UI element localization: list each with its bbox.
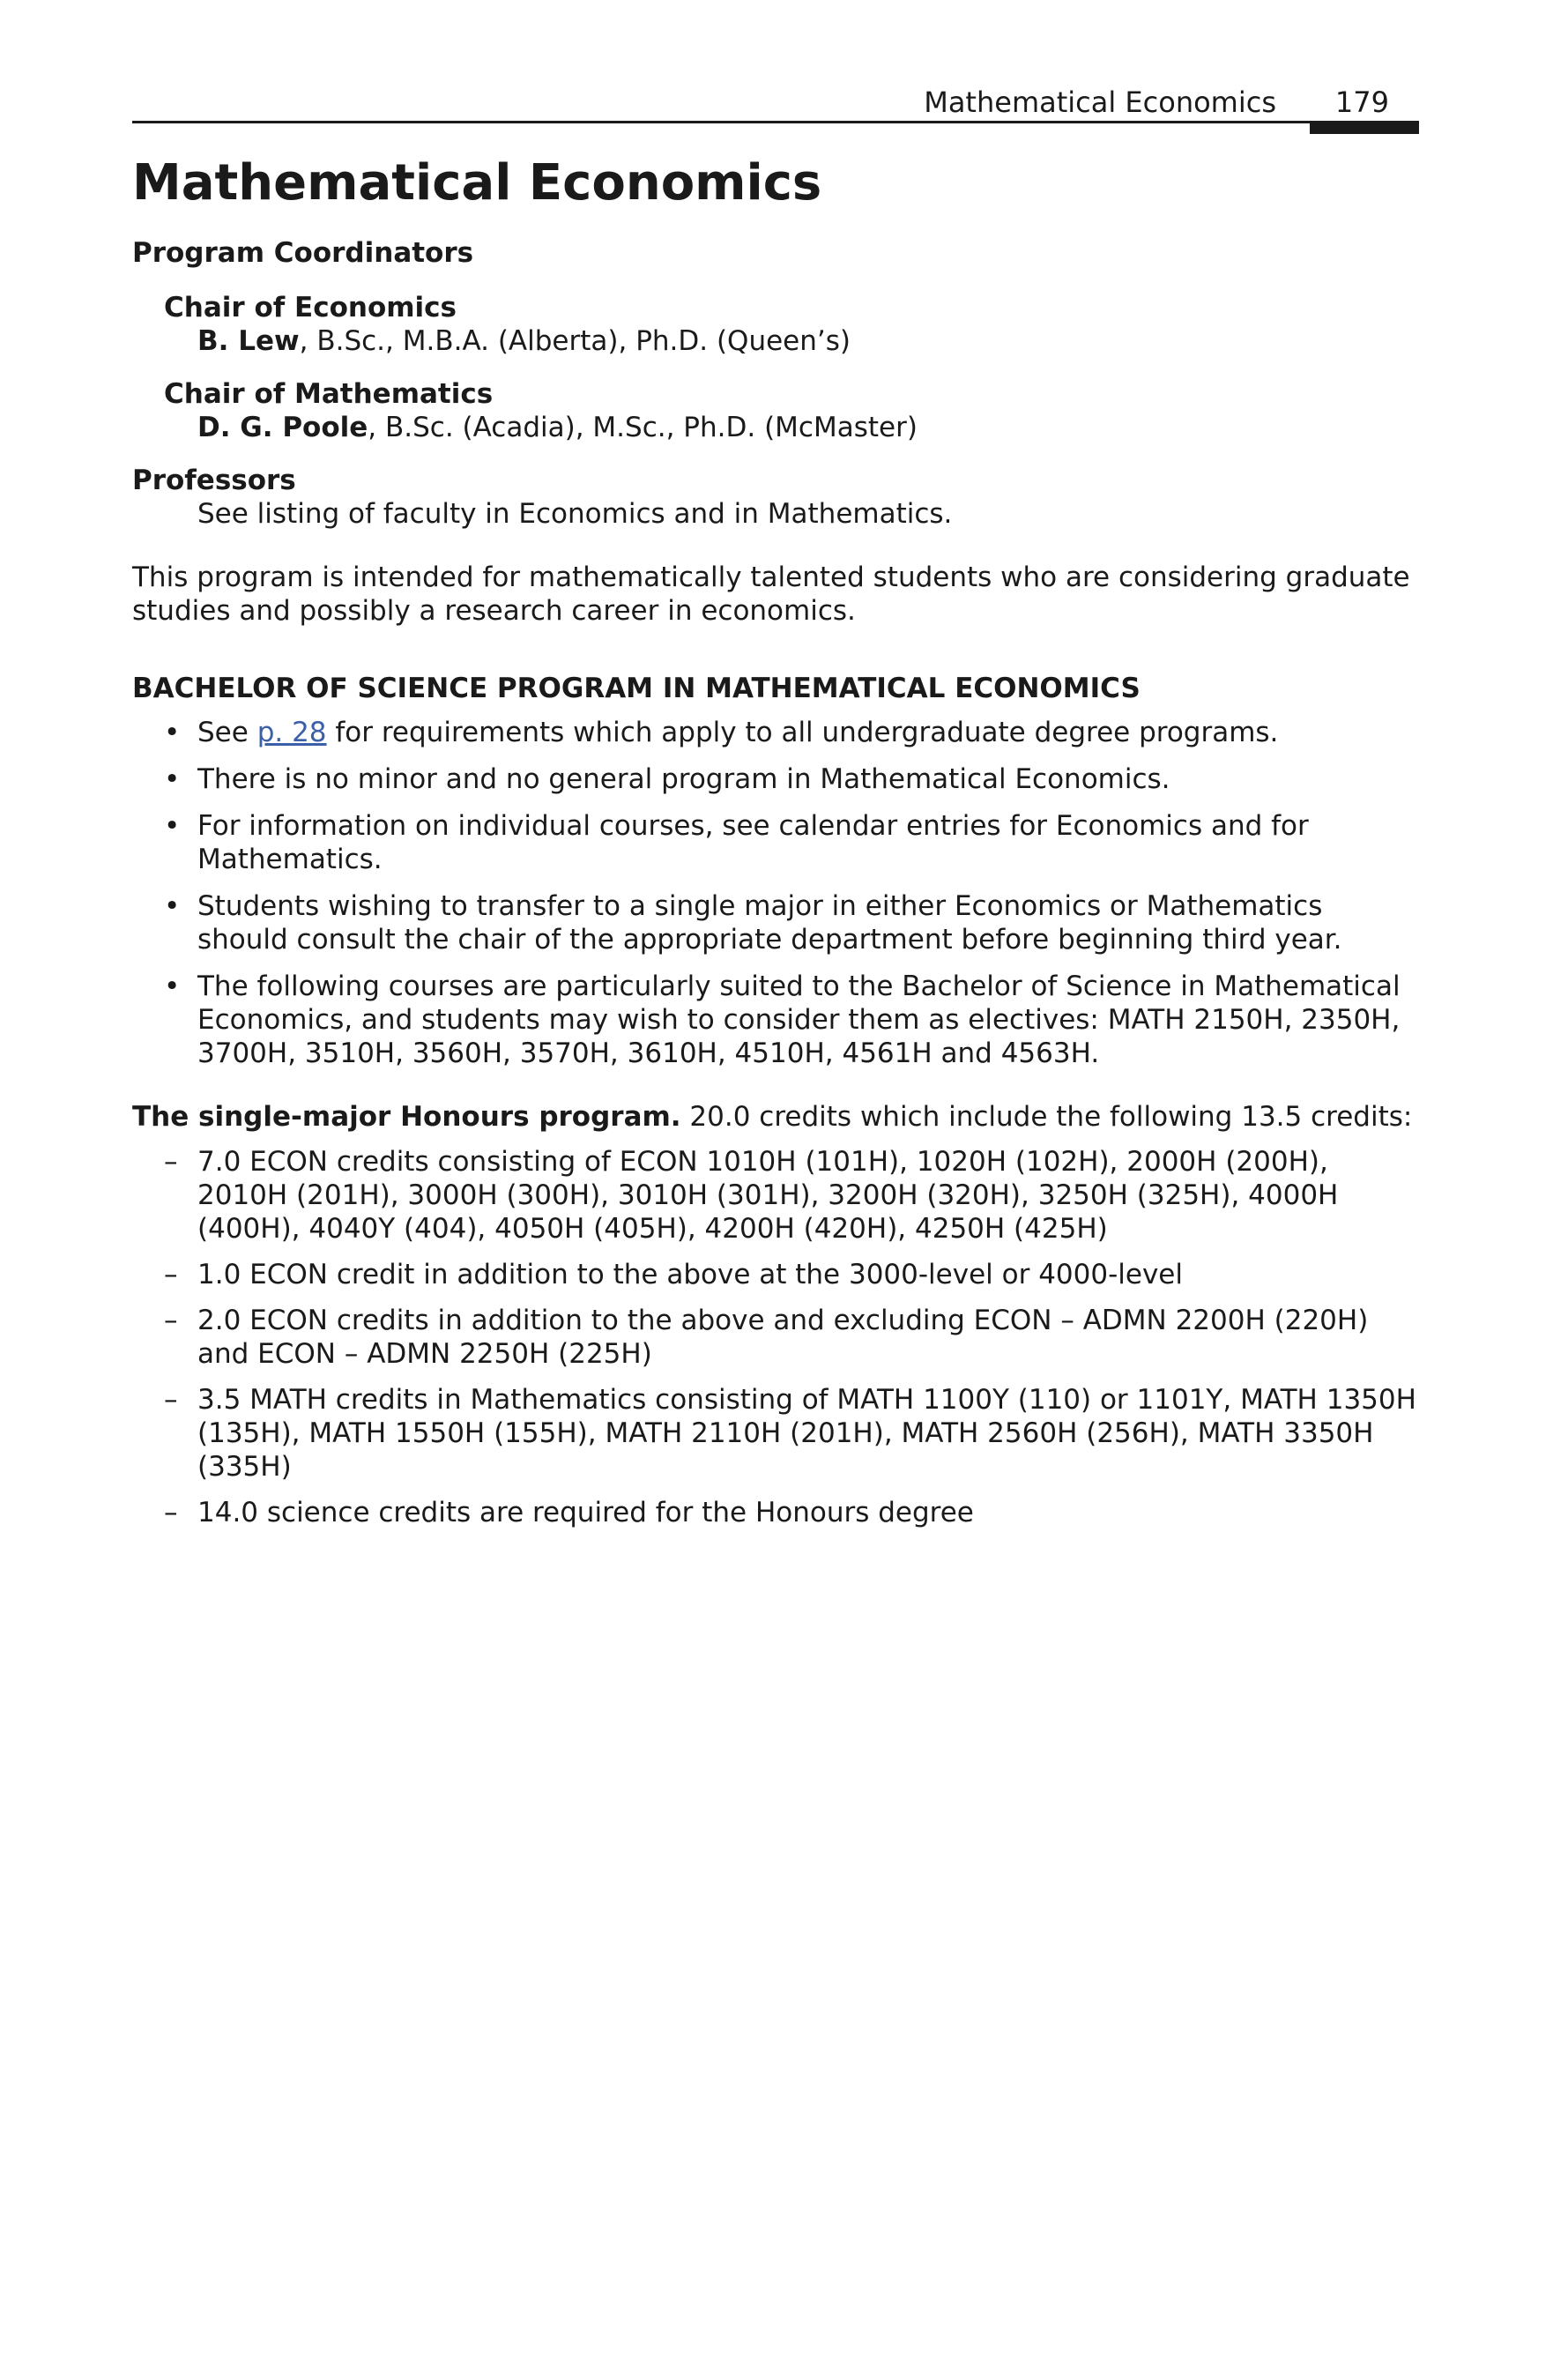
honours-program [132, 1100, 1419, 1134]
list-item [132, 889, 1419, 956]
dash-icon: – [164, 1384, 178, 1416]
bullet-icon: • [164, 763, 181, 795]
page-number: 179 [1334, 86, 1389, 119]
list-item-text: 1.0 ECON credit in addition to the above at the 3000-level or 4000-level [197, 1259, 1183, 1290]
list-item-text: For information on individual courses, see calendar entries for Economics and for Mathematics. [197, 810, 1309, 875]
list-item-text: 14.0 science credits are required for the Honours degree [197, 1497, 974, 1528]
list-item [132, 1145, 1419, 1246]
list-item-text: 3.5 MATH credits in Mathematics consisting of MATH 1100Y (110) or 1101Y, MATH 1350H (135H), MATH 1550H (155H), MATH 2110H (201H), MATH 2560H (256H), MATH 3350H (335H) [197, 1384, 1416, 1483]
list-item [132, 970, 1419, 1070]
dash-icon: – [164, 1497, 178, 1528]
coordinator-economics [164, 291, 1419, 358]
coordinator-role: Chair of Mathematics [164, 378, 494, 410]
coordinator-role: Chair of Economics [164, 292, 457, 324]
page-reference-link[interactable]: p. 28 [256, 717, 327, 748]
list-item [132, 1304, 1419, 1371]
list-item-text: The following courses are particularly suited to the Bachelor of Science in Mathematical Economics, and students may wish to consider them as electives: MATH 2150H, 2350H, 3700H, 3510H, 3560H, 3570H, 3610H, 4510H, 4561H and 4563H. [197, 971, 1401, 1069]
professors-text: See listing of faculty in Economics and in Mathematics. [197, 498, 953, 530]
header-rule [132, 121, 1419, 123]
list-item [132, 1496, 1419, 1529]
dash-icon: – [164, 1259, 178, 1290]
bullet-icon: • [164, 717, 181, 748]
list-item [132, 762, 1419, 796]
honours-text: 20.0 credits which include the following 13.5 credits: [680, 1101, 1413, 1133]
list-item [132, 1258, 1419, 1291]
header-tab-marker [1310, 123, 1419, 134]
coordinators-label: Program Coordinators [132, 237, 474, 269]
bullet-icon: • [164, 890, 181, 922]
professors-label: Professors [132, 465, 296, 496]
list-item [132, 809, 1419, 876]
running-header [132, 78, 1419, 122]
coordinator-person [197, 324, 1419, 358]
list-item [132, 1383, 1419, 1484]
dash-icon: – [164, 1305, 178, 1336]
requirements-bullet-list [132, 716, 1419, 1070]
coordinator-person [197, 411, 1419, 444]
list-item-text: 2.0 ECON credits in addition to the above and excluding ECON – ADMN 2200H (220H) and ECON – ADMN 2250H (225H) [197, 1305, 1369, 1370]
dash-icon: – [164, 1146, 178, 1178]
page-title: Mathematical Economics [132, 154, 822, 212]
coordinator-mathematics [164, 377, 1419, 444]
coordinator-credentials: , B.Sc., M.B.A. (Alberta), Ph.D. (Queen’s) [299, 325, 851, 357]
list-item-text: See [197, 717, 257, 748]
list-item [132, 716, 1419, 749]
coordinator-credentials: , B.Sc. (Acadia), M.Sc., Ph.D. (McMaster) [368, 412, 918, 443]
running-header-title: Mathematical Economics [924, 86, 1276, 119]
intro-paragraph: This program is intended for mathematically talented students who are considering graduate studies and possibly a research career in economics. [132, 562, 1410, 627]
bullet-icon: • [164, 810, 181, 842]
honours-label: The single-major Honours program. [132, 1101, 681, 1133]
coordinator-name: B. Lew [197, 325, 300, 357]
bullet-icon: • [164, 971, 181, 1002]
list-item-text: 7.0 ECON credits consisting of ECON 1010H (101H), 1020H (102H), 2000H (200H), 2010H (201H), 3000H (300H), 3010H (301H), 3200H (320H), 3250H (325H), 4000H (400H), 4040Y (404), 4050H (405H), 4200H (420H), 4250H (425H) [197, 1146, 1339, 1245]
list-item-text: for requirements which apply to all undergraduate degree programs. [326, 717, 1279, 748]
main-content [132, 152, 1419, 1542]
honours-requirements-list [132, 1145, 1419, 1529]
program-heading: BACHELOR OF SCIENCE PROGRAM IN MATHEMATICAL ECONOMICS [132, 673, 1141, 704]
list-item-text: Students wishing to transfer to a single major in either Economics or Mathematics should consult the chair of the appropriate department before beginning third year. [197, 890, 1342, 956]
list-item-text: There is no minor and no general program in Mathematical Economics. [197, 763, 1170, 795]
coordinator-name: D. G. Poole [197, 412, 368, 443]
